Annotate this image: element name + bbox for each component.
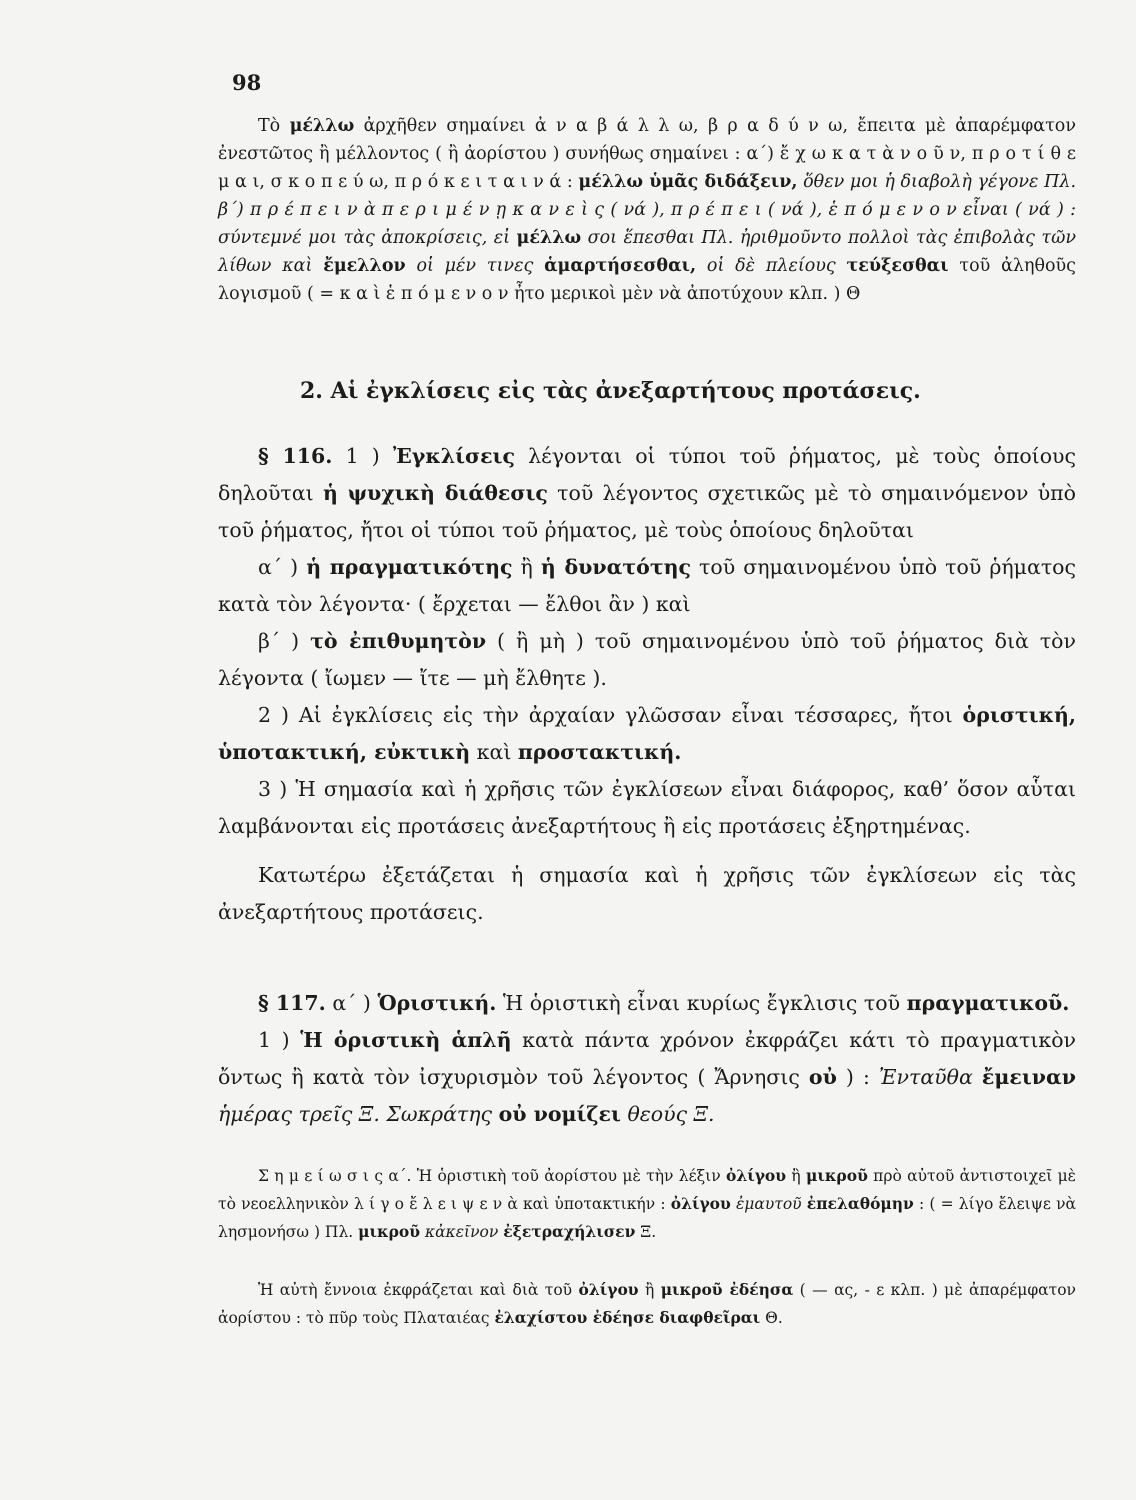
text-run: ἢ — [512, 555, 541, 579]
text-run: 1 ) — [258, 1028, 301, 1052]
text-run: : ( = λίγο ἔλειψε νὰ λησμονήσω ) Πλ. — [218, 1195, 1076, 1241]
text-run: τοῦ λέγοντος σχετικῶς μὲ τὸ σημαινόμενον ὑπὸ τοῦ ῥήματος, ἤτοι οἱ τύποι τοῦ ῥήματος, μὲ τοὺς ὁποίους δηλοῦται — [218, 481, 1076, 542]
s116-paragraph-4: Κατωτέρω ἐξετάζεται ἡ σημασία καὶ ἡ χρῆσις τῶν ἐγκλίσεων εἰς τὰς ἀνεξαρτήτους προτάσεις. — [218, 863, 1076, 924]
text-run: ἐμαυτοῦ — [730, 1195, 807, 1213]
bold-term: Ὁριστική. — [377, 991, 497, 1015]
text-run: κἀκεῖνον — [420, 1223, 504, 1241]
s116-paragraph-3: 3 ) Ἡ σημασία καὶ ἡ χρῆσις τῶν ἐγκλίσεων εἶναι διάφορος, καθ’ ὅσον αὗται λαμβάνονται εἰς προτάσεις ἀνεξαρτήτους ἢ εἰς προτάσεις ἐξηρτημένας. — [218, 777, 1076, 838]
section-117 — [218, 985, 1076, 1133]
text-run: ἡμέρας τρεῖς Ξ. Σωκράτης — [218, 1102, 499, 1126]
bold-term: Ἐγκλίσεις — [392, 444, 515, 468]
text-run: θεούς Ξ. — [620, 1102, 715, 1126]
bold-term: ἡ ψυχικὴ διάθεσις — [322, 481, 548, 505]
section-heading: 2. Αἱ ἐγκλίσεις εἰς τὰς ἀνεξαρτήτους προτάσεις. — [300, 378, 921, 404]
bold-term: μέλλω ὑμᾶς διδάξειν, — [578, 172, 798, 192]
text-run: ὅθεν μοι ἡ διαβολὴ γέγονε Πλ. β΄) π ρ έ π ε ι ν ὰ π ε ρ ι μ έ ν ῃ κ α ν ε ὶ ς ( νά ), π ρ έ π ε ι ( νά ), ἑ π ό μ ε ν ο ν εἶναι ( νά ) : σύντεμνέ μοι τὰς ἀποκρίσεις, εἰ — [218, 172, 1077, 248]
bold-term: ἁμαρτήσεσθαι, — [544, 256, 697, 276]
bold-term: ὀλίγου — [725, 1166, 787, 1185]
bold-term: ὀλίγου — [670, 1194, 731, 1213]
note-alpha — [218, 1162, 1076, 1246]
text-run: ) : — [836, 1065, 880, 1089]
bold-term: ἐξετραχήλισεν — [503, 1222, 636, 1241]
page-number: 98 — [232, 70, 262, 95]
s116-item-a — [218, 549, 1076, 623]
text-run: ἀρχῆθεν σημαίνει ἀ ν α β ά λ λ ω, β ρ α δ ύ ν ω, ἔπειτα μὲ ἀπαρέμφατον ἐνεστῶτος ἢ μέλλοντος ( ἢ ἀορίστου ) συνήθως σημαίνει : α΄) ἔ χ ω κ α τ ὰ ν ο ῦ ν, π ρ ο τ ί θ ε μ α ι, σ κ ο π ε ύ ω, π ρ ό κ ε ι τ α ι ν ά : — [218, 116, 1076, 192]
text-run: α΄ ) — [258, 555, 307, 579]
text-run: 1 ) — [332, 444, 393, 468]
text-run: Τὸ — [258, 116, 290, 136]
bold-term: τεύξεσθαι — [846, 256, 949, 276]
bold-term: μικροῦ ἐδέησα — [660, 1280, 794, 1299]
s117-paragraph-2 — [218, 1022, 1076, 1133]
note-continuation — [218, 1276, 1076, 1332]
s116-paragraph-1 — [218, 438, 1076, 549]
bold-term: προστακτική. — [517, 740, 682, 764]
text-run: λέγονται οἱ τύποι τοῦ ῥήματος, μὲ τοὺς ὁποίους δηλοῦται — [218, 444, 1076, 505]
bold-term: ἡ πραγματικότης — [306, 555, 513, 579]
bold-term: μικροῦ — [358, 1222, 420, 1241]
text-run: ( ἢ μὴ ) τοῦ σημαινομένου ὑπὸ τοῦ ῥήματος διὰ τὸν λέγοντα ( ἴωμεν — ἴτε — μὴ ἔλθητε ). — [218, 629, 1076, 690]
text-run: ἢ — [638, 1281, 661, 1299]
bold-term: ὁριστική, ὑποτακτική, εὐκτικὴ — [218, 703, 1076, 764]
s117-paragraph-1 — [218, 985, 1076, 1022]
bold-term: ἔμελλον — [323, 256, 406, 276]
text-run: ἢ — [786, 1167, 806, 1185]
bold-term: οὐ νομίζει — [498, 1102, 621, 1126]
s116-paragraph-2 — [218, 697, 1076, 771]
bold-term: ἐλαχίστου ἐδέησε διαφθεῖραι — [494, 1308, 761, 1327]
bold-term: μέλλω — [289, 116, 355, 136]
text-run: 2 ) Αἱ ἐγκλίσεις εἰς τὴν ἀρχαίαν γλῶσσαν εἶναι τέσσαρες, ἤτοι — [258, 703, 963, 727]
text-run: πρὸ αὐτοῦ ἀντιστοιχεῖ μὲ τὸ νεοελληνικὸν λ ί γ ο ἔ λ ε ι ψ ε ν ὰ καὶ ὑποτακτικήν : — [218, 1167, 1076, 1213]
bold-term: πραγματικοῦ. — [906, 991, 1070, 1015]
text-run: τοῦ ἀληθοῦς λογισμοῦ ( = κ α ὶ ἑ π ό μ ε ν ο ν ἦτο μερικοὶ μὲν νὰ ἀποτύχουν κλπ. ) Θ — [218, 256, 1076, 304]
text-run: Ἡ ὁριστικὴ εἶναι κυρίως ἔγκλισις τοῦ — [496, 991, 907, 1015]
text-run: β΄ ) — [258, 629, 311, 653]
bold-term: ἔμειναν — [981, 1065, 1076, 1089]
s116-item-b — [218, 623, 1076, 697]
section-number: § 116. — [258, 444, 333, 468]
bold-term: Ἡ ὁριστικὴ ἁπλῆ — [300, 1028, 512, 1052]
text-run: οἱ δὲ πλείους — [696, 256, 847, 276]
text-run: κατὰ πάντα χρόνον ἐκφράζει κάτι τὸ πραγματικὸν ὄντως ἢ κατὰ τὸν ἰσχυρισμὸν τοῦ λέγοντος ( Ἄρνησις — [218, 1028, 1077, 1089]
text-run: α΄ ) — [325, 991, 378, 1015]
bold-term: οὐ — [808, 1065, 837, 1089]
section-116 — [218, 438, 1076, 931]
bold-term: τὸ ἐπιθυμητὸν — [310, 629, 487, 653]
bold-term: ἐπελαθόμην — [806, 1194, 914, 1213]
text-run: σοι ἕπεσθαι Πλ. ἠριθμοῦντο πολλοὶ τὰς ἐπιβολὰς τῶν λίθων καὶ — [218, 228, 1076, 276]
text-run: καὶ — [470, 740, 518, 764]
text-run: Θ. — [760, 1309, 783, 1327]
text-run: Ἡ αὐτὴ ἔννοια ἐκφράζεται καὶ διὰ τοῦ — [258, 1281, 579, 1299]
text-run: Σ η μ ε ί ω σ ι ς α΄. Ἡ ὁριστικὴ τοῦ ἀορίστου μὲ τὴν λέξιν — [258, 1167, 726, 1185]
bold-term: μικροῦ — [805, 1166, 868, 1185]
text-run: τοῦ σημαινομένου ὑπὸ τοῦ ῥήματος κατὰ τὸν λέγοντα· ( ἔρχεται — ἔλθοι ἂν ) καὶ — [218, 555, 1077, 616]
bold-term: μέλλω — [516, 228, 582, 248]
text-run: οἱ μέν τινες — [405, 256, 545, 276]
text-run: Ξ. — [635, 1223, 657, 1241]
text-run: ( — ας, - ε κλπ. ) μὲ ἀπαρέμφατον ἀορίστου : τὸ πῦρ τοὺς Πλαταιέας — [218, 1281, 1076, 1327]
intro-paragraph — [218, 112, 1076, 308]
bold-term: ἡ δυνατότης — [540, 555, 691, 579]
section-number: § 117. — [258, 991, 326, 1015]
text-run: Ἐνταῦθα — [879, 1065, 982, 1089]
bold-term: ὀλίγου — [578, 1280, 639, 1299]
